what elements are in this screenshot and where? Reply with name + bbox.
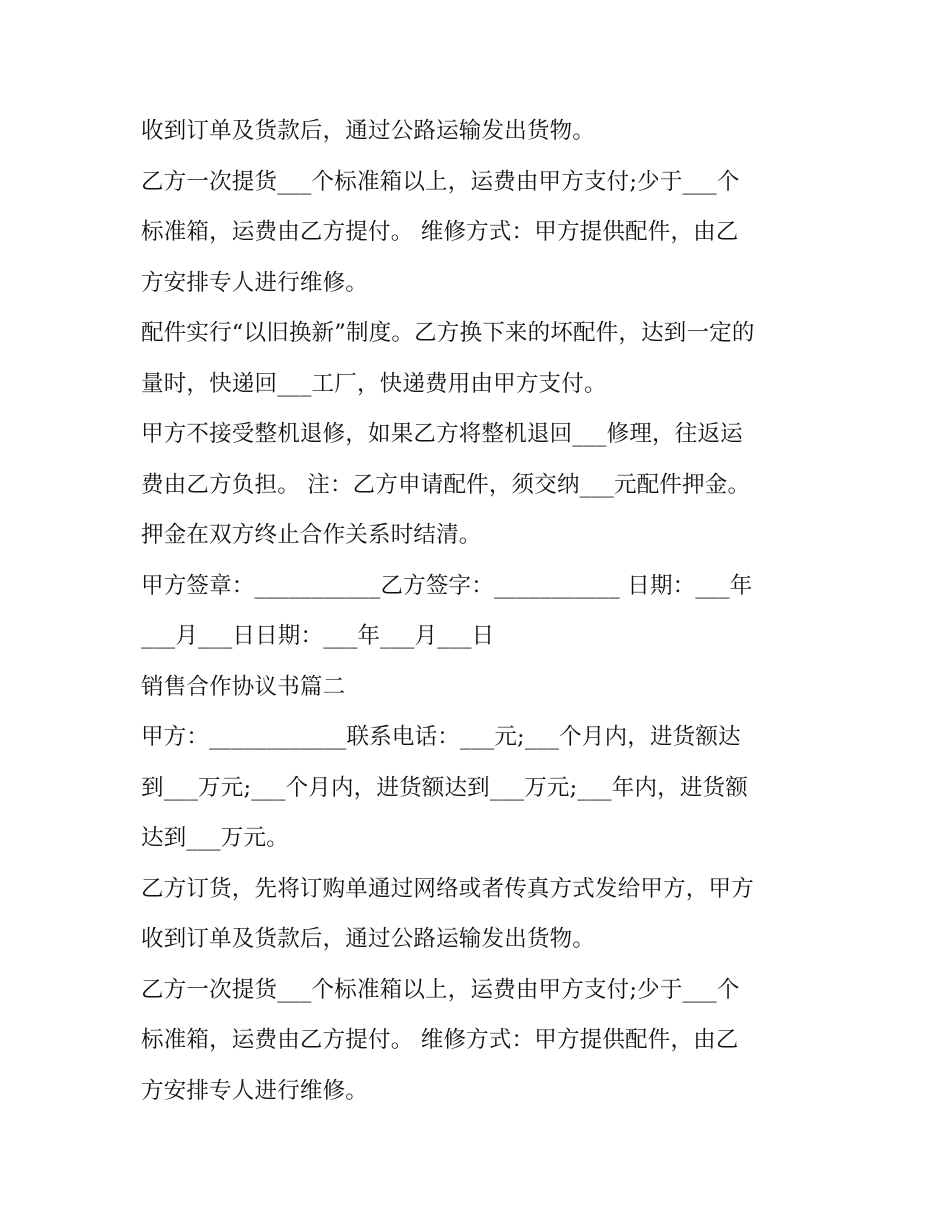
text-line: 方安排专人进行维修。 <box>141 1077 369 1104</box>
text-line: 乙方一次提货___个标准箱以上，运费由甲方支付;少于___个 <box>141 168 740 195</box>
text-line: 押金在双方终止合作关系时结清。 <box>141 522 482 548</box>
text-line: 量时，快递回___工厂，快递费用由甲方支付。 <box>141 370 607 397</box>
text-line: 乙方一次提货___个标准箱以上，运费由甲方支付;少于___个 <box>141 976 740 1003</box>
date-line: ___月___日日期：___年___月___日 <box>141 623 495 649</box>
text-line: 方安排专人进行维修。 <box>141 269 369 296</box>
text-line: 甲方不接受整机退修，如果乙方将整机退回___修理，往返运 <box>141 421 743 447</box>
text-line: 费由乙方负担。 注：乙方申请配件，须交纳___元配件押金。 <box>141 471 751 498</box>
text-line: 收到订单及货款后，通过公路运输发出货物。 <box>141 118 596 144</box>
text-line: 达到___万元。 <box>141 825 289 851</box>
document-body <box>141 106 821 1116</box>
text-line: 收到订单及货款后，通过公路运输发出货物。 <box>141 926 596 952</box>
text-line: 甲方：____________联系电话：___元;___个月内，进货额达 <box>141 724 741 750</box>
signature-line: 甲方签章：___________乙方签字：___________ 日期：___年 <box>141 572 753 599</box>
text-line: 乙方订货，先将订购单通过网络或者传真方式发给甲方，甲方 <box>141 875 754 902</box>
text-line: 配件实行“以旧换新”制度。乙方换下来的坏配件，达到一定的 <box>141 320 755 346</box>
text-line: 标准箱，运费由乙方提付。 维修方式：甲方提供配件，由乙 <box>141 1027 739 1053</box>
text-line: 到___万元;___个月内，进货额达到___万元;___年内，进货额 <box>141 774 748 801</box>
text-line: 标准箱，运费由乙方提付。 维修方式：甲方提供配件，由乙 <box>141 219 739 245</box>
section-heading: 销售合作协议书篇二 <box>141 673 346 700</box>
